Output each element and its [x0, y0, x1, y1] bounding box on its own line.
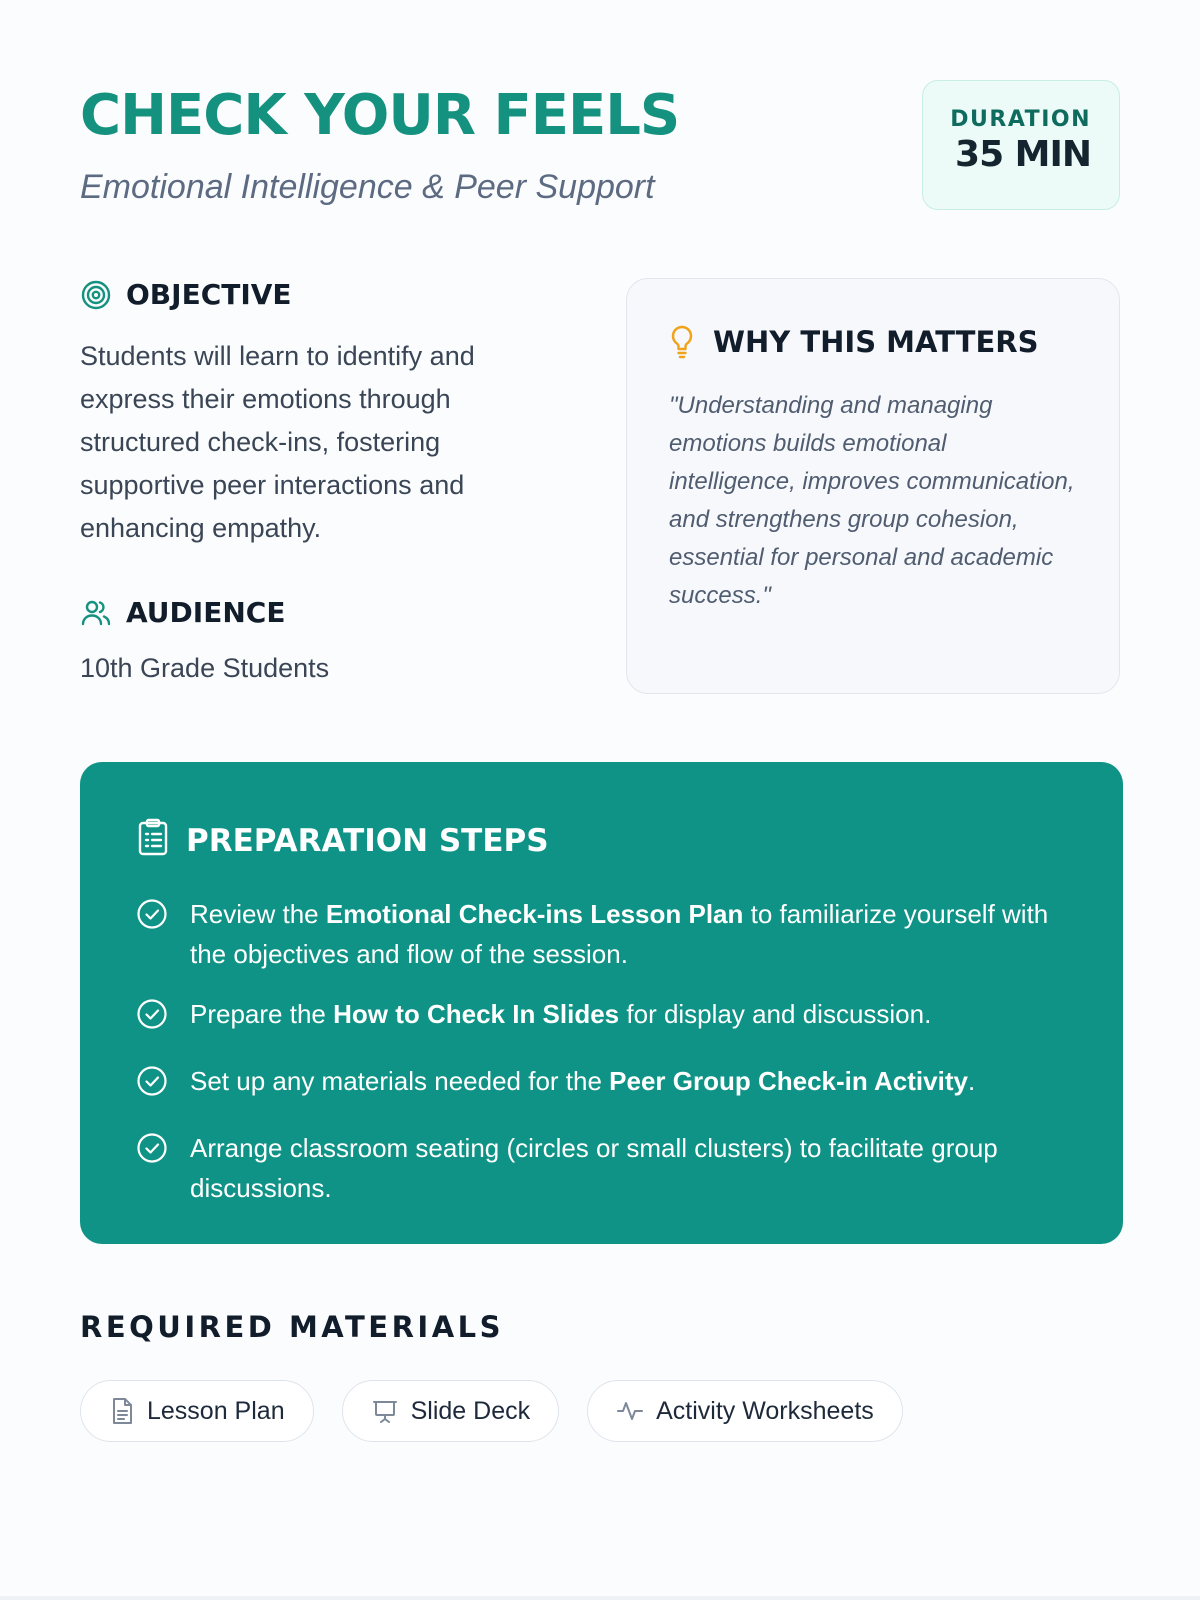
page-subtitle: Emotional Intelligence & Peer Support	[80, 168, 655, 206]
lightbulb-icon	[669, 325, 695, 359]
preparation-step	[136, 1061, 1063, 1108]
audience-heading	[80, 596, 530, 629]
title-block	[80, 80, 679, 207]
check-circle-icon	[136, 1061, 168, 1108]
material-chip-label: Lesson Plan	[147, 1396, 285, 1425]
materials-chip-list	[80, 1380, 903, 1442]
why-quote: "Understanding and managing emotions builds emotional intelligence, improves communication, and strengthens group cohesion, essential for personal and academic success."	[669, 392, 1075, 609]
material-chip-slide-deck[interactable]	[342, 1380, 560, 1442]
activity-icon	[616, 1397, 644, 1425]
audience-heading-label: AUDIENCE	[126, 596, 286, 629]
why-heading	[669, 325, 1079, 359]
preparation-step	[136, 994, 1063, 1041]
why-heading-label: WHY THIS MATTERS	[713, 325, 1039, 359]
preparation-step	[136, 1128, 1063, 1208]
material-chip-lesson-plan[interactable]	[80, 1380, 314, 1442]
check-circle-icon	[136, 994, 168, 1041]
material-chip-activity-worksheets[interactable]	[587, 1380, 903, 1442]
target-icon	[80, 279, 112, 311]
preparation-step-text: Prepare the How to Check In Slides for display and discussion.	[190, 999, 932, 1029]
materials-heading: REQUIRED MATERIALS	[80, 1310, 505, 1344]
duration-label: DURATION	[950, 107, 1091, 132]
presentation-icon	[371, 1397, 399, 1425]
preparation-heading	[136, 818, 1063, 864]
page-title: CHECK YOUR FEELS	[80, 83, 680, 148]
required-materials-section	[80, 1310, 903, 1442]
check-circle-icon	[136, 894, 168, 974]
preparation-step-text: Set up any materials needed for the Peer Group Check-in Activity.	[190, 1066, 976, 1096]
audience-text: 10th Grade Students	[80, 653, 330, 683]
preparation-heading-label: PREPARATION STEPS	[186, 823, 549, 859]
info-row	[80, 278, 1120, 694]
preparation-step-text: Arrange classroom seating (circles or small clusters) to facilitate group discussions.	[190, 1133, 998, 1203]
header	[80, 80, 1120, 220]
check-circle-icon	[136, 1128, 168, 1208]
document-icon	[109, 1397, 135, 1425]
preparation-step-text: Review the Emotional Check-ins Lesson Plan to familiarize yourself with the objectives and flow of the session.	[190, 899, 1049, 969]
objective-heading-label: OBJECTIVE	[126, 278, 292, 311]
objective-audience-column	[80, 278, 530, 694]
why-this-matters-card	[626, 278, 1120, 694]
material-chip-label: Slide Deck	[410, 1396, 531, 1425]
preparation-steps-list	[136, 894, 1063, 1208]
clipboard-icon	[136, 818, 170, 864]
preparation-panel	[80, 762, 1123, 1244]
users-icon	[80, 597, 112, 629]
objective-text: Students will learn to identify and express their emotions through structured check-ins, fostering supportive peer interactions and enhancing empathy.	[80, 341, 475, 543]
preparation-step	[136, 894, 1063, 974]
duration-value: 35 MIN	[955, 134, 1091, 175]
bottom-divider	[0, 1596, 1200, 1600]
material-chip-label: Activity Worksheets	[656, 1396, 874, 1425]
objective-heading	[80, 278, 530, 311]
duration-badge	[922, 80, 1120, 210]
